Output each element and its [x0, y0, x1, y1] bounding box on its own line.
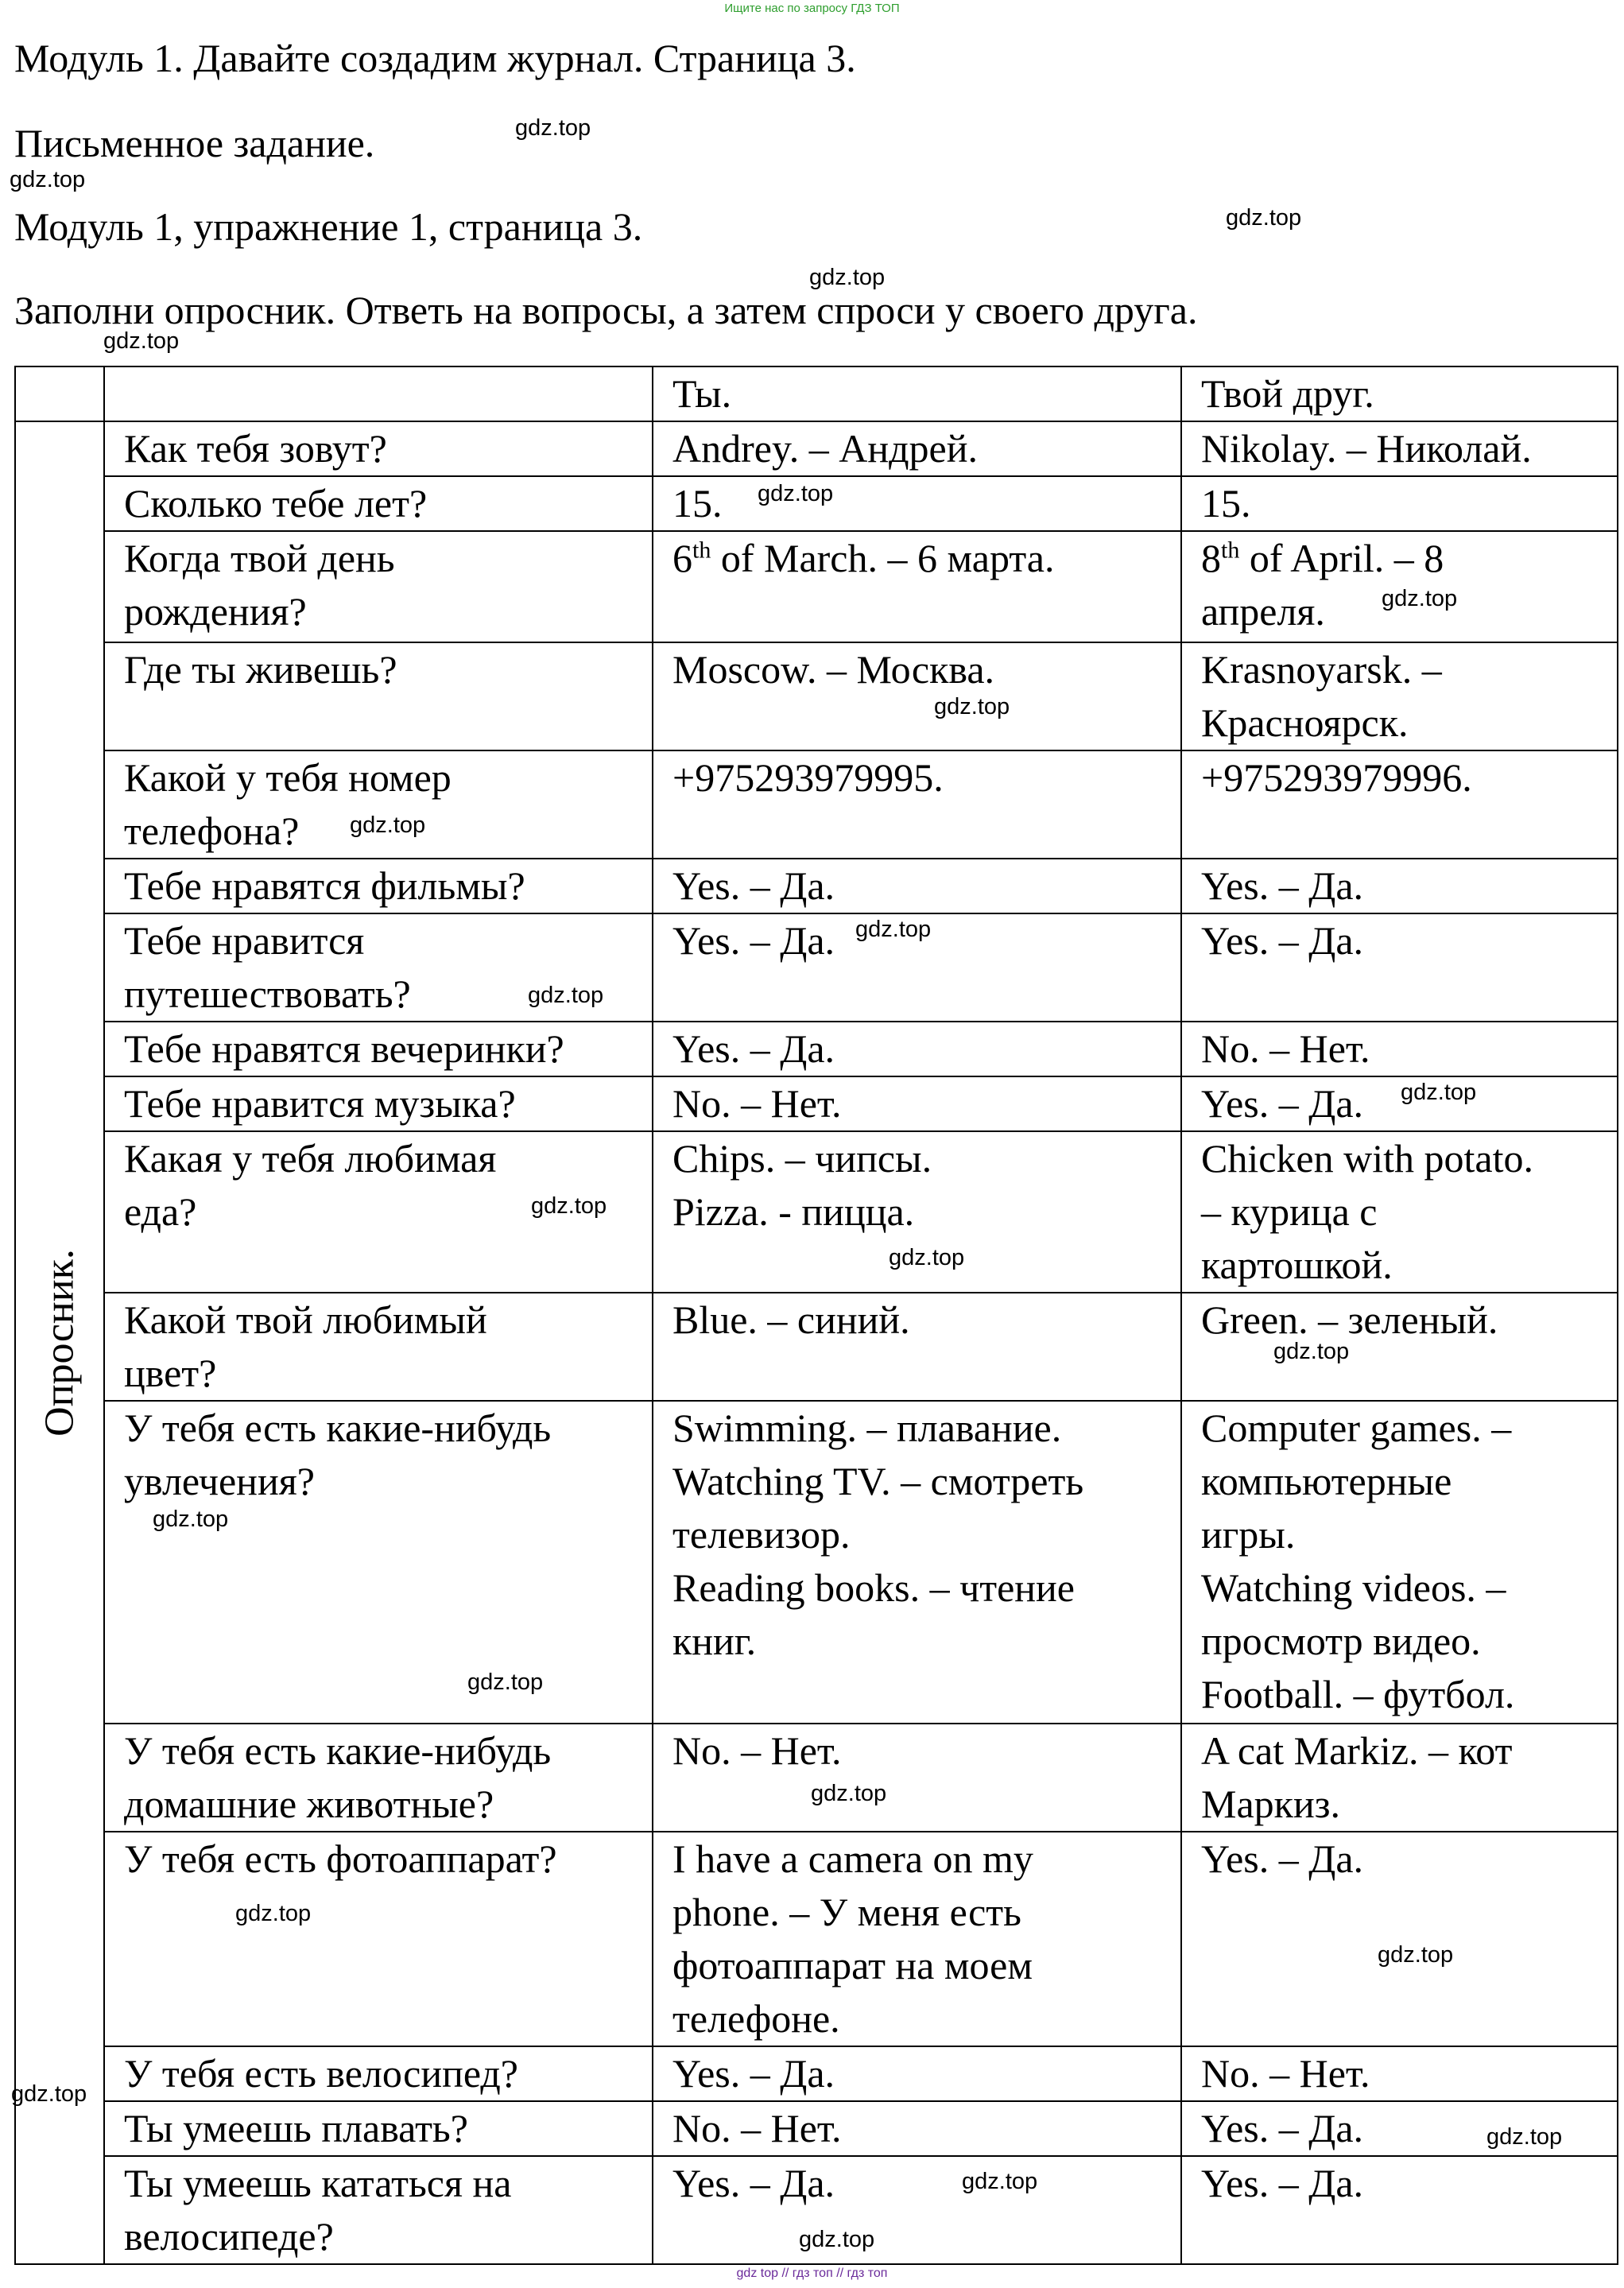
- day-number: 6: [672, 536, 692, 580]
- question-cell: [104, 859, 653, 913]
- page-title: Модуль 1. Давайте создадим журнал. Страница 3.: [14, 36, 856, 80]
- date-text: of April. – 8: [1239, 536, 1444, 580]
- cell-line: Andrey. – Андрей.: [672, 426, 978, 471]
- watermark: gdz.top: [350, 812, 426, 838]
- cell-line: Тебе нравятся вечеринки?: [124, 1026, 564, 1071]
- watermark: gdz.top: [1378, 1942, 1454, 1968]
- cell-line: Green. – зеленый.: [1201, 1297, 1498, 1342]
- ordinal-suffix: th: [692, 537, 711, 564]
- cell-line: Blue. – синий.: [672, 1297, 910, 1342]
- you-answer-cell: [653, 1832, 1181, 2046]
- bottom-banner[interactable]: gdz top // гдз топ // гдз топ: [736, 2267, 888, 2280]
- watermark: gdz.top: [10, 167, 86, 192]
- question-cell: [104, 1076, 653, 1131]
- cell-line: путешествовать?: [124, 971, 411, 1016]
- cell-line: У тебя есть велосипед?: [124, 2051, 518, 2096]
- friend-answer-cell: [1181, 476, 1618, 531]
- table-row: [15, 1131, 1618, 1293]
- cell-line: Krasnoyarsk. –: [1201, 647, 1442, 692]
- question-cell: [104, 1724, 653, 1832]
- cell-line: No. – Нет.: [1201, 2051, 1370, 2096]
- table-row: [15, 913, 1618, 1022]
- cell-line: No. – Нет.: [672, 2106, 842, 2150]
- you-answer-cell: [653, 476, 1181, 531]
- table-row: [15, 1022, 1618, 1076]
- cell-line: Reading books. – чтение: [672, 1565, 1075, 1610]
- cell-line: Тебе нравится: [124, 918, 365, 963]
- cell-line: картошкой.: [1201, 1243, 1393, 1287]
- cell-line: No. – Нет.: [1201, 1026, 1370, 1071]
- you-answer-cell: [653, 642, 1181, 750]
- question-cell: [104, 2046, 653, 2101]
- question-cell: [104, 1401, 653, 1724]
- watermark: gdz.top: [962, 2169, 1038, 2194]
- cell-line: Сколько тебе лет?: [124, 481, 428, 525]
- watermark: gdz.top: [855, 917, 932, 942]
- cell-line: Yes. – Да.: [672, 1026, 835, 1071]
- cell-line: У тебя есть какие-нибудь: [124, 1728, 552, 1773]
- friend-answer-cell: [1181, 1832, 1618, 2046]
- cell-line: увлечения?: [124, 1459, 315, 1503]
- table-row: [15, 642, 1618, 750]
- cell-line: игры.: [1201, 1512, 1296, 1557]
- cell-line: Computer games. –: [1201, 1406, 1512, 1450]
- cell-line: +975293979995.: [672, 755, 944, 800]
- cell-line: Как тебя зовут?: [124, 426, 387, 471]
- friend-answer-cell: [1181, 1022, 1618, 1076]
- friend-answer-cell: [1181, 421, 1618, 476]
- watermark: gdz.top: [1382, 586, 1458, 611]
- friend-answer-cell: [1181, 1131, 1618, 1293]
- table-row: [15, 2046, 1618, 2101]
- survey-table: [14, 366, 1618, 2265]
- date-text: of March. – 6 марта.: [711, 536, 1055, 580]
- cell-line: Yes. – Да.: [672, 2051, 835, 2096]
- exercise-label: Модуль 1, упражнение 1, страница 3.: [14, 204, 643, 249]
- friend-answer-cell: [1181, 1293, 1618, 1401]
- watermark: gdz.top: [1401, 1080, 1477, 1105]
- table-row: [15, 1076, 1618, 1131]
- you-answer-cell: [653, 1293, 1181, 1401]
- watermark: gdz.top: [531, 1193, 607, 1219]
- header-friend: Твой друг.: [1181, 366, 1618, 421]
- cell-line: велосипеде?: [124, 2214, 334, 2259]
- watermark: gdz.top: [528, 983, 604, 1008]
- cell-line: Какой твой любимый: [124, 1297, 487, 1342]
- cell-line: телефона?: [124, 809, 300, 853]
- table-row: [15, 421, 1618, 476]
- cell-line: телефоне.: [672, 1996, 840, 2041]
- friend-answer-cell: [1181, 2156, 1618, 2264]
- cell-line: Тебе нравится музыка?: [124, 1081, 516, 1126]
- you-answer-cell: [653, 1022, 1181, 1076]
- question-cell: [104, 1832, 653, 2046]
- watermark: gdz.top: [467, 1669, 544, 1695]
- cell-line: Chips. – чипсы.: [672, 1136, 932, 1181]
- friend-answer-cell: [1181, 913, 1618, 1022]
- cell-line: I have a camera on my: [672, 1836, 1033, 1881]
- friend-answer-cell: [1181, 642, 1618, 750]
- cell-line: У тебя есть какие-нибудь: [124, 1406, 552, 1450]
- cell-line: – курица с: [1201, 1189, 1378, 1234]
- header-question: [104, 366, 653, 421]
- you-answer-cell: [653, 1401, 1181, 1724]
- written-task-label: Письменное задание.: [14, 121, 375, 165]
- corner-cell: [15, 366, 104, 421]
- cell-line: апреля.: [1201, 589, 1325, 634]
- table-header-row: [15, 366, 1618, 421]
- question-cell: [104, 476, 653, 531]
- table-row: [15, 1724, 1618, 1832]
- table-row: [15, 1401, 1618, 1724]
- you-answer-cell: [653, 1724, 1181, 1832]
- question-cell: [104, 531, 653, 642]
- cell-line: phone. – У меня есть: [672, 1890, 1021, 1934]
- cell-line: Yes. – Да.: [672, 2161, 835, 2205]
- you-answer-cell: [653, 531, 1181, 642]
- cell-line: просмотр видео.: [1201, 1619, 1481, 1663]
- question-cell: [104, 2101, 653, 2156]
- cell-line: компьютерные: [1201, 1459, 1452, 1503]
- watermark: gdz.top: [515, 115, 591, 141]
- cell-line: No. – Нет.: [672, 1728, 842, 1773]
- cell-line: Yes. – Да.: [1201, 863, 1364, 908]
- watermark: gdz.top: [235, 1901, 312, 1926]
- cell-line: фотоаппарат на моем: [672, 1943, 1033, 1987]
- day-number: 8: [1201, 536, 1221, 580]
- friend-answer-cell: [1181, 859, 1618, 913]
- cell-line: Moscow. – Москва.: [672, 647, 995, 692]
- watermark: gdz.top: [1273, 1339, 1350, 1364]
- question-cell: [104, 750, 653, 859]
- watermark: gdz.top: [799, 2227, 875, 2252]
- cell-line: Yes. – Да.: [1201, 1081, 1364, 1126]
- cell-line: цвет?: [124, 1351, 217, 1395]
- you-answer-cell: [653, 421, 1181, 476]
- cell-line: телевизор.: [672, 1512, 851, 1557]
- cell-line: У тебя есть фотоаппарат?: [124, 1836, 557, 1881]
- watermark: gdz.top: [809, 265, 886, 290]
- table-row: [15, 750, 1618, 859]
- friend-answer-cell: [1181, 1076, 1618, 1131]
- you-answer-cell: [653, 2101, 1181, 2156]
- table-row: [15, 859, 1618, 913]
- cell-line: Watching videos. –: [1201, 1565, 1506, 1610]
- you-answer-cell: [653, 750, 1181, 859]
- you-answer-cell: [653, 2046, 1181, 2101]
- you-answer-cell: [653, 1076, 1181, 1131]
- cell-line: Watching TV. – смотреть: [672, 1459, 1084, 1503]
- cell-line: Ты умеешь плавать?: [124, 2106, 468, 2150]
- question-cell: [104, 421, 653, 476]
- watermark: gdz.top: [934, 694, 1010, 719]
- top-banner[interactable]: Ищите нас по запросу ГДЗ ТОП: [724, 2, 900, 15]
- cell-line: Тебе нравятся фильмы?: [124, 863, 525, 908]
- cell-line: Какая у тебя любимая: [124, 1136, 497, 1181]
- cell-line: Pizza. - пицца.: [672, 1189, 915, 1234]
- cell-line: домашние животные?: [124, 1782, 494, 1826]
- cell-line: Football. – футбол.: [1201, 1672, 1515, 1716]
- questionnaire-label-cell: [15, 421, 104, 2264]
- watermark: gdz.top: [103, 328, 180, 354]
- header-you: Ты.: [653, 366, 1181, 421]
- instruction-text: Заполни опросник. Ответь на вопросы, а затем спроси у своего друга.: [14, 288, 1198, 332]
- watermark: gdz.top: [11, 2081, 87, 2107]
- cell-line: A cat Markiz. – кот: [1201, 1728, 1513, 1773]
- friend-answer-cell: [1181, 750, 1618, 859]
- cell-line: +975293979996.: [1201, 755, 1472, 800]
- cell-line: 15.: [1201, 481, 1251, 525]
- you-answer-cell: [653, 2156, 1181, 2264]
- watermark: gdz.top: [153, 1507, 229, 1532]
- question-cell: [104, 642, 653, 750]
- cell-line: 15.: [672, 481, 723, 525]
- question-cell: [104, 1022, 653, 1076]
- ordinal-suffix: th: [1221, 537, 1240, 564]
- cell-line: Какой у тебя номер: [124, 755, 452, 800]
- watermark: gdz.top: [811, 1781, 887, 1806]
- cell-line: еда?: [124, 1189, 197, 1234]
- watermark: gdz.top: [889, 1245, 965, 1270]
- cell-line: Chicken with potato.: [1201, 1136, 1533, 1181]
- cell-line: Маркиз.: [1201, 1782, 1340, 1826]
- table-row: [15, 2101, 1618, 2156]
- cell-line: Когда твой день: [124, 536, 395, 580]
- question-cell: [104, 1293, 653, 1401]
- cell-line: Ты умеешь кататься на: [124, 2161, 512, 2205]
- cell-line: Yes. – Да.: [672, 863, 835, 908]
- cell-line: Yes. – Да.: [1201, 2161, 1364, 2205]
- watermark: gdz.top: [1226, 205, 1302, 231]
- cell-line: No. – Нет.: [672, 1081, 842, 1126]
- cell-line: [1201, 532, 1617, 585]
- table-row: [15, 1832, 1618, 2046]
- friend-answer-cell: [1181, 1724, 1618, 1832]
- cell-line: рождения?: [124, 589, 307, 634]
- you-answer-cell: [653, 859, 1181, 913]
- cell-line: Swimming. – плавание.: [672, 1406, 1062, 1450]
- table-row: [15, 531, 1618, 642]
- table-row: [15, 1293, 1618, 1401]
- cell-line: Nikolay. – Николай.: [1201, 426, 1532, 471]
- question-cell: [104, 2156, 653, 2264]
- cell-line: [672, 532, 1180, 585]
- friend-answer-cell: [1181, 2046, 1618, 2101]
- watermark: gdz.top: [758, 481, 834, 506]
- cell-line: Где ты живешь?: [124, 647, 397, 692]
- cell-line: книг.: [672, 1619, 757, 1663]
- cell-line: Yes. – Да.: [1201, 2106, 1364, 2150]
- watermark: gdz.top: [1486, 2124, 1563, 2150]
- cell-line: Yes. – Да.: [672, 918, 835, 963]
- cell-line: Yes. – Да.: [1201, 918, 1364, 963]
- cell-line: Красноярск.: [1201, 700, 1409, 745]
- questionnaire-label: Опросник.: [37, 1249, 83, 1437]
- friend-answer-cell: [1181, 1401, 1618, 1724]
- cell-line: Yes. – Да.: [1201, 1836, 1364, 1881]
